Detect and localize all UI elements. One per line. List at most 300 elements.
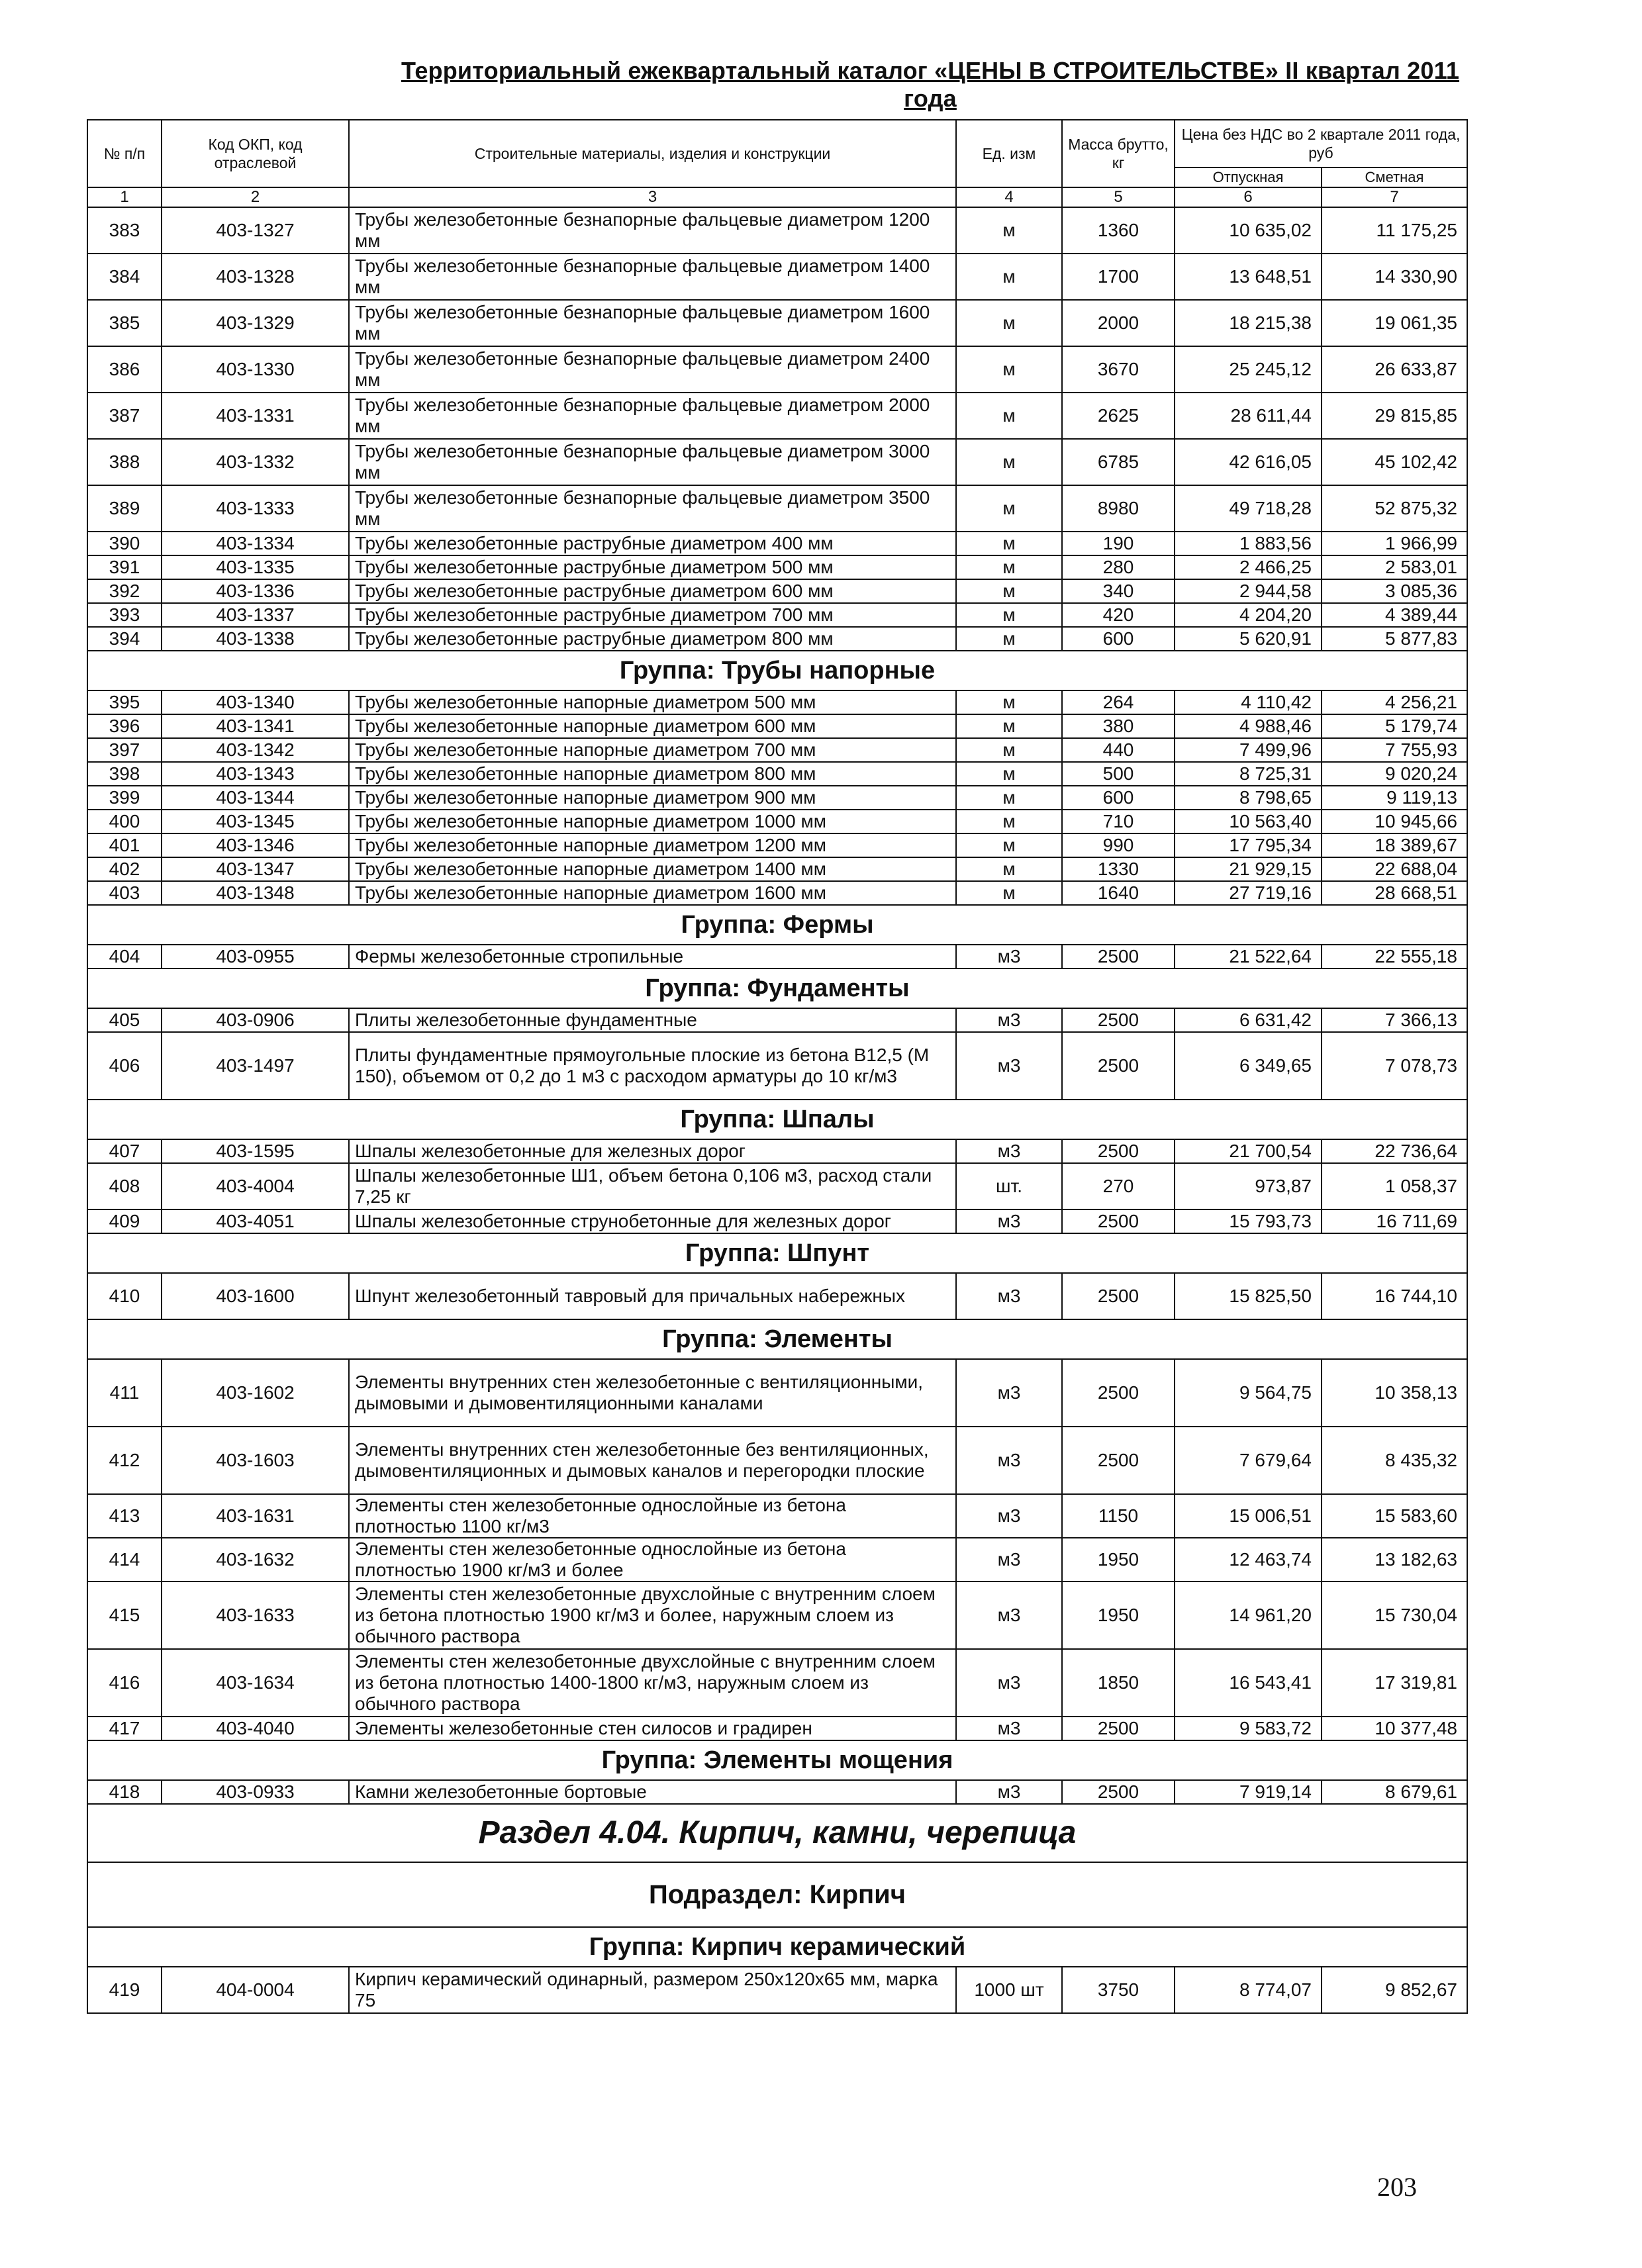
- group-row: [87, 1740, 1467, 1780]
- cell-price-estimate: 1 966,99: [1322, 532, 1467, 555]
- table-row: [87, 1139, 1467, 1163]
- table-row: [87, 690, 1467, 714]
- cell-num: 383: [87, 207, 162, 254]
- cell-code: 403-1332: [162, 439, 349, 485]
- cell-price-estimate: 3 085,36: [1322, 579, 1467, 603]
- cell-unit: м: [956, 857, 1062, 881]
- table-row: [87, 1209, 1467, 1233]
- cell-name: Трубы железобетонные безнапорные фальцевые диаметром 2400 мм: [349, 346, 956, 393]
- cell-mass: 6785: [1062, 439, 1175, 485]
- cell-price-estimate: 9 119,13: [1322, 786, 1467, 810]
- cell-unit: м: [956, 439, 1062, 485]
- cell-name: Трубы железобетонные безнапорные фальцевые диаметром 1600 мм: [349, 300, 956, 346]
- cell-unit: м: [956, 254, 1062, 300]
- cell-price-release: 15 793,73: [1175, 1209, 1322, 1233]
- table-row: [87, 881, 1467, 905]
- cell-name: Элементы стен железобетонные однослойные из бетона плотностью 1100 кг/м3: [349, 1494, 956, 1538]
- cell-num: 400: [87, 810, 162, 833]
- cell-unit: м3: [956, 1780, 1062, 1804]
- cell-num: 392: [87, 579, 162, 603]
- cell-code: 403-1631: [162, 1494, 349, 1538]
- cell-price-estimate: 13 182,63: [1322, 1538, 1467, 1582]
- cell-unit: м3: [956, 1582, 1062, 1649]
- cell-num: 395: [87, 690, 162, 714]
- cell-name: Трубы железобетонные напорные диаметром 600 мм: [349, 714, 956, 738]
- cell-name: Трубы железобетонные напорные диаметром 700 мм: [349, 738, 956, 762]
- cell-name: Элементы стен железобетонные двухслойные с внутренним слоем из бетона плотностью 1400-1800 кг/м3, наружным слоем из обычного раствора: [349, 1649, 956, 1717]
- section-row: [87, 1804, 1467, 1862]
- table-row: [87, 1967, 1467, 2013]
- col-header-mass: Масса брутто, кг: [1062, 120, 1175, 187]
- cell-price-release: 12 463,74: [1175, 1538, 1322, 1582]
- table-row: [87, 1649, 1467, 1717]
- group-title: Группа: Элементы: [87, 1319, 1467, 1359]
- group-title: Группа: Шпунт: [87, 1233, 1467, 1273]
- cell-price-estimate: 45 102,42: [1322, 439, 1467, 485]
- cell-name: Трубы железобетонные напорные диаметром 800 мм: [349, 762, 956, 786]
- group-title: Группа: Элементы мощения: [87, 1740, 1467, 1780]
- cell-mass: 1360: [1062, 207, 1175, 254]
- cell-mass: 280: [1062, 555, 1175, 579]
- cell-unit: м: [956, 833, 1062, 857]
- table-row: [87, 1582, 1467, 1649]
- cell-price-release: 4 110,42: [1175, 690, 1322, 714]
- table-row: [87, 810, 1467, 833]
- cell-price-estimate: 10 945,66: [1322, 810, 1467, 833]
- cell-mass: 1950: [1062, 1582, 1175, 1649]
- cell-code: 403-0955: [162, 945, 349, 969]
- cell-unit: м: [956, 714, 1062, 738]
- col-header-release: Отпускная: [1175, 167, 1322, 187]
- subsection-row: [87, 1862, 1467, 1927]
- cell-name: Трубы железобетонные напорные диаметром 500 мм: [349, 690, 956, 714]
- cell-code: 403-0933: [162, 1780, 349, 1804]
- cell-price-release: 6 631,42: [1175, 1008, 1322, 1032]
- cell-mass: 420: [1062, 603, 1175, 627]
- cell-name: Шпалы железобетонные для железных дорог: [349, 1139, 956, 1163]
- table-row: [87, 945, 1467, 969]
- cell-price-release: 4 988,46: [1175, 714, 1322, 738]
- price-table-wrap: [87, 119, 1467, 2014]
- cell-code: 403-1600: [162, 1273, 349, 1319]
- cell-unit: м: [956, 786, 1062, 810]
- group-row: [87, 969, 1467, 1008]
- cell-code: 403-1497: [162, 1032, 349, 1100]
- cell-code: 403-1344: [162, 786, 349, 810]
- table-row: [87, 603, 1467, 627]
- cell-name: Трубы железобетонные безнапорные фальцевые диаметром 3000 мм: [349, 439, 956, 485]
- page-title: Территориальный ежеквартальный каталог «ЦЕНЫ В СТРОИТЕЛЬСТВЕ» II квартал 2011 года: [401, 57, 1460, 112]
- table-row: [87, 532, 1467, 555]
- cell-unit: м3: [956, 1008, 1062, 1032]
- cell-num: 396: [87, 714, 162, 738]
- cell-mass: 2500: [1062, 1273, 1175, 1319]
- cell-unit: м3: [956, 1427, 1062, 1494]
- column-index: 2: [162, 187, 349, 207]
- cell-num: 399: [87, 786, 162, 810]
- table-row: [87, 1780, 1467, 1804]
- column-index: 5: [1062, 187, 1175, 207]
- cell-num: 413: [87, 1494, 162, 1538]
- cell-name: Трубы железобетонные раструбные диаметром 400 мм: [349, 532, 956, 555]
- cell-price-release: 13 648,51: [1175, 254, 1322, 300]
- cell-unit: м3: [956, 1139, 1062, 1163]
- cell-mass: 270: [1062, 1163, 1175, 1209]
- cell-unit: м3: [956, 1359, 1062, 1427]
- cell-num: 386: [87, 346, 162, 393]
- cell-price-release: 49 718,28: [1175, 485, 1322, 532]
- col-header-code: Код ОКП, код отраслевой: [162, 120, 349, 187]
- cell-price-release: 5 620,91: [1175, 627, 1322, 651]
- cell-num: 414: [87, 1538, 162, 1582]
- cell-code: 403-1338: [162, 627, 349, 651]
- column-index-row: [87, 187, 1467, 207]
- cell-unit: 1000 шт: [956, 1967, 1062, 2013]
- cell-price-estimate: 9 852,67: [1322, 1967, 1467, 2013]
- cell-unit: м: [956, 579, 1062, 603]
- col-header-price: Цена без НДС во 2 квартале 2011 года, руб: [1175, 120, 1467, 167]
- cell-price-release: 8 798,65: [1175, 786, 1322, 810]
- cell-mass: 2000: [1062, 300, 1175, 346]
- cell-price-release: 7 919,14: [1175, 1780, 1322, 1804]
- cell-price-estimate: 8 679,61: [1322, 1780, 1467, 1804]
- cell-code: 403-1335: [162, 555, 349, 579]
- group-row: [87, 905, 1467, 945]
- cell-price-estimate: 9 020,24: [1322, 762, 1467, 786]
- table-row: [87, 579, 1467, 603]
- cell-unit: м: [956, 690, 1062, 714]
- cell-num: 410: [87, 1273, 162, 1319]
- cell-num: 419: [87, 1967, 162, 2013]
- table-row: [87, 1163, 1467, 1209]
- cell-num: 417: [87, 1717, 162, 1740]
- cell-num: 394: [87, 627, 162, 651]
- cell-code: 403-1327: [162, 207, 349, 254]
- price-table: [87, 119, 1468, 2014]
- cell-code: 403-4051: [162, 1209, 349, 1233]
- group-row: [87, 1100, 1467, 1139]
- table-row: [87, 207, 1467, 254]
- cell-price-estimate: 22 688,04: [1322, 857, 1467, 881]
- cell-price-release: 10 563,40: [1175, 810, 1322, 833]
- cell-unit: м: [956, 881, 1062, 905]
- section-title: Раздел 4.04. Кирпич, камни, черепица: [87, 1804, 1467, 1862]
- table-row: [87, 762, 1467, 786]
- cell-name: Трубы железобетонные напорные диаметром 1400 мм: [349, 857, 956, 881]
- cell-code: 403-4004: [162, 1163, 349, 1209]
- cell-num: 409: [87, 1209, 162, 1233]
- col-header-num: № п/п: [87, 120, 162, 187]
- cell-num: 418: [87, 1780, 162, 1804]
- cell-price-estimate: 15 730,04: [1322, 1582, 1467, 1649]
- cell-code: 403-1345: [162, 810, 349, 833]
- cell-num: 406: [87, 1032, 162, 1100]
- cell-price-estimate: 26 633,87: [1322, 346, 1467, 393]
- cell-name: Шпалы железобетонные струнобетонные для железных дорог: [349, 1209, 956, 1233]
- cell-code: 403-1334: [162, 532, 349, 555]
- col-header-name: Строительные материалы, изделия и конструкции: [349, 120, 956, 187]
- cell-price-release: 21 700,54: [1175, 1139, 1322, 1163]
- cell-price-release: 28 611,44: [1175, 393, 1322, 439]
- cell-code: 403-1330: [162, 346, 349, 393]
- cell-code: 403-1595: [162, 1139, 349, 1163]
- cell-price-estimate: 5 877,83: [1322, 627, 1467, 651]
- cell-price-release: 7 679,64: [1175, 1427, 1322, 1494]
- cell-num: 398: [87, 762, 162, 786]
- cell-price-release: 973,87: [1175, 1163, 1322, 1209]
- cell-name: Трубы железобетонные напорные диаметром 900 мм: [349, 786, 956, 810]
- cell-code: 403-1340: [162, 690, 349, 714]
- cell-price-release: 18 215,38: [1175, 300, 1322, 346]
- cell-name: Камни железобетонные бортовые: [349, 1780, 956, 1804]
- cell-num: 403: [87, 881, 162, 905]
- cell-mass: 1330: [1062, 857, 1175, 881]
- column-index: 7: [1322, 187, 1467, 207]
- cell-name: Плиты железобетонные фундаментные: [349, 1008, 956, 1032]
- cell-mass: 190: [1062, 532, 1175, 555]
- cell-code: 403-4040: [162, 1717, 349, 1740]
- cell-mass: 2625: [1062, 393, 1175, 439]
- cell-mass: 2500: [1062, 1139, 1175, 1163]
- cell-price-estimate: 11 175,25: [1322, 207, 1467, 254]
- table-row: [87, 346, 1467, 393]
- cell-mass: 3750: [1062, 1967, 1175, 2013]
- cell-name: Трубы железобетонные раструбные диаметром 800 мм: [349, 627, 956, 651]
- cell-price-release: 1 883,56: [1175, 532, 1322, 555]
- cell-price-estimate: 16 711,69: [1322, 1209, 1467, 1233]
- cell-mass: 990: [1062, 833, 1175, 857]
- cell-price-release: 17 795,34: [1175, 833, 1322, 857]
- table-row: [87, 1717, 1467, 1740]
- cell-mass: 2500: [1062, 1427, 1175, 1494]
- cell-code: 403-1632: [162, 1538, 349, 1582]
- cell-code: 403-1342: [162, 738, 349, 762]
- col-header-unit: Ед. изм: [956, 120, 1062, 187]
- cell-unit: м: [956, 300, 1062, 346]
- cell-mass: 340: [1062, 579, 1175, 603]
- cell-code: 403-1328: [162, 254, 349, 300]
- cell-price-estimate: 18 389,67: [1322, 833, 1467, 857]
- group-row: [87, 1233, 1467, 1273]
- cell-mass: 500: [1062, 762, 1175, 786]
- cell-name: Элементы внутренних стен железобетонные с вентиляционными, дымовыми и дымовентиляционными каналами: [349, 1359, 956, 1427]
- cell-name: Трубы железобетонные раструбные диаметром 500 мм: [349, 555, 956, 579]
- cell-num: 397: [87, 738, 162, 762]
- cell-unit: м: [956, 810, 1062, 833]
- cell-mass: 2500: [1062, 945, 1175, 969]
- cell-price-estimate: 10 377,48: [1322, 1717, 1467, 1740]
- table-row: [87, 300, 1467, 346]
- table-row: [87, 439, 1467, 485]
- column-index: 4: [956, 187, 1062, 207]
- table-row: [87, 393, 1467, 439]
- column-index: 1: [87, 187, 162, 207]
- cell-price-release: 8 725,31: [1175, 762, 1322, 786]
- cell-code: 403-1343: [162, 762, 349, 786]
- cell-mass: 1150: [1062, 1494, 1175, 1538]
- cell-price-release: 6 349,65: [1175, 1032, 1322, 1100]
- cell-price-estimate: 19 061,35: [1322, 300, 1467, 346]
- cell-name: Шпалы железобетонные Ш1, объем бетона 0,106 м3, расход стали 7,25 кг: [349, 1163, 956, 1209]
- cell-code: 403-1347: [162, 857, 349, 881]
- cell-num: 405: [87, 1008, 162, 1032]
- cell-num: 388: [87, 439, 162, 485]
- cell-price-estimate: 14 330,90: [1322, 254, 1467, 300]
- cell-mass: 2500: [1062, 1209, 1175, 1233]
- cell-price-estimate: 7 078,73: [1322, 1032, 1467, 1100]
- cell-unit: м3: [956, 1538, 1062, 1582]
- cell-code: 404-0004: [162, 1967, 349, 2013]
- cell-price-estimate: 8 435,32: [1322, 1427, 1467, 1494]
- cell-price-release: 27 719,16: [1175, 881, 1322, 905]
- cell-mass: 600: [1062, 786, 1175, 810]
- cell-unit: м: [956, 393, 1062, 439]
- cell-name: Трубы железобетонные безнапорные фальцевые диаметром 2000 мм: [349, 393, 956, 439]
- cell-price-release: 7 499,96: [1175, 738, 1322, 762]
- cell-code: 403-1333: [162, 485, 349, 532]
- table-row: [87, 1008, 1467, 1032]
- cell-num: 415: [87, 1582, 162, 1649]
- cell-num: 387: [87, 393, 162, 439]
- cell-num: 416: [87, 1649, 162, 1717]
- cell-unit: шт.: [956, 1163, 1062, 1209]
- rows-nonpressure-pipes: [87, 207, 1467, 651]
- cell-price-estimate: 52 875,32: [1322, 485, 1467, 532]
- cell-code: 403-1633: [162, 1582, 349, 1649]
- cell-unit: м: [956, 207, 1062, 254]
- table-row: [87, 1494, 1467, 1538]
- cell-code: 403-1341: [162, 714, 349, 738]
- cell-name: Трубы железобетонные раструбные диаметром 600 мм: [349, 579, 956, 603]
- group-title: Группа: Кирпич керамический: [87, 1927, 1467, 1967]
- cell-price-estimate: 2 583,01: [1322, 555, 1467, 579]
- cell-name: Шпунт железобетонный тавровый для причальных набережных: [349, 1273, 956, 1319]
- cell-num: 411: [87, 1359, 162, 1427]
- table-row: [87, 627, 1467, 651]
- table-row: [87, 485, 1467, 532]
- cell-mass: 1850: [1062, 1649, 1175, 1717]
- table-row: [87, 714, 1467, 738]
- col-header-estimate: Сметная: [1322, 167, 1467, 187]
- table-row: [87, 1538, 1467, 1582]
- cell-price-release: 4 204,20: [1175, 603, 1322, 627]
- column-index: 6: [1175, 187, 1322, 207]
- cell-mass: 264: [1062, 690, 1175, 714]
- cell-price-release: 15 825,50: [1175, 1273, 1322, 1319]
- cell-price-release: 16 543,41: [1175, 1649, 1322, 1717]
- cell-price-estimate: 22 555,18: [1322, 945, 1467, 969]
- cell-code: 403-0906: [162, 1008, 349, 1032]
- group-row: [87, 651, 1467, 690]
- cell-unit: м3: [956, 1649, 1062, 1717]
- group-title: Группа: Трубы напорные: [87, 651, 1467, 690]
- cell-unit: м3: [956, 1273, 1062, 1319]
- table-row: [87, 555, 1467, 579]
- cell-unit: м3: [956, 1494, 1062, 1538]
- cell-mass: 1640: [1062, 881, 1175, 905]
- cell-price-release: 9 583,72: [1175, 1717, 1322, 1740]
- cell-price-estimate: 4 256,21: [1322, 690, 1467, 714]
- table-row: [87, 857, 1467, 881]
- cell-num: 408: [87, 1163, 162, 1209]
- cell-mass: 3670: [1062, 346, 1175, 393]
- cell-price-estimate: 1 058,37: [1322, 1163, 1467, 1209]
- cell-mass: 440: [1062, 738, 1175, 762]
- cell-name: Кирпич керамический одинарный, размером 250х120х65 мм, марка 75: [349, 1967, 956, 2013]
- cell-price-release: 15 006,51: [1175, 1494, 1322, 1538]
- cell-price-release: 10 635,02: [1175, 207, 1322, 254]
- cell-mass: 2500: [1062, 1359, 1175, 1427]
- cell-mass: 2500: [1062, 1008, 1175, 1032]
- cell-num: 390: [87, 532, 162, 555]
- cell-price-release: 9 564,75: [1175, 1359, 1322, 1427]
- cell-price-estimate: 22 736,64: [1322, 1139, 1467, 1163]
- cell-unit: м3: [956, 1717, 1062, 1740]
- cell-price-estimate: 10 358,13: [1322, 1359, 1467, 1427]
- cell-code: 403-1329: [162, 300, 349, 346]
- cell-num: 404: [87, 945, 162, 969]
- cell-name: Трубы железобетонные напорные диаметром 1000 мм: [349, 810, 956, 833]
- rows-pressure-pipes: [87, 690, 1467, 905]
- table-row: [87, 738, 1467, 762]
- cell-unit: м3: [956, 1032, 1062, 1100]
- cell-price-release: 14 961,20: [1175, 1582, 1322, 1649]
- cell-unit: м: [956, 738, 1062, 762]
- cell-price-estimate: 7 755,93: [1322, 738, 1467, 762]
- cell-name: Элементы стен железобетонные двухслойные с внутренним слоем из бетона плотностью 1900 кг/м3 и более, наружным слоем из обычного раствора: [349, 1582, 956, 1649]
- cell-name: Элементы внутренних стен железобетонные без вентиляционных, дымовентиляционных и дымовых каналов и перегородки плоские: [349, 1427, 956, 1494]
- cell-price-release: 2 466,25: [1175, 555, 1322, 579]
- cell-mass: 1950: [1062, 1538, 1175, 1582]
- cell-num: 389: [87, 485, 162, 532]
- cell-price-estimate: 7 366,13: [1322, 1008, 1467, 1032]
- cell-price-estimate: 29 815,85: [1322, 393, 1467, 439]
- cell-name: Трубы железобетонные напорные диаметром 1600 мм: [349, 881, 956, 905]
- cell-num: 402: [87, 857, 162, 881]
- cell-name: Элементы стен железобетонные однослойные из бетона плотностью 1900 кг/м3 и более: [349, 1538, 956, 1582]
- cell-price-release: 25 245,12: [1175, 346, 1322, 393]
- cell-unit: м: [956, 762, 1062, 786]
- cell-name: Трубы железобетонные безнапорные фальцевые диаметром 1200 мм: [349, 207, 956, 254]
- table-row: [87, 833, 1467, 857]
- group-title: Группа: Фермы: [87, 905, 1467, 945]
- cell-code: 403-1331: [162, 393, 349, 439]
- table-row: [87, 1032, 1467, 1100]
- group-row: [87, 1319, 1467, 1359]
- cell-code: 403-1337: [162, 603, 349, 627]
- group-title: Группа: Фундаменты: [87, 969, 1467, 1008]
- cell-unit: м: [956, 555, 1062, 579]
- cell-mass: 2500: [1062, 1717, 1175, 1740]
- cell-num: 401: [87, 833, 162, 857]
- cell-price-estimate: 28 668,51: [1322, 881, 1467, 905]
- cell-unit: м3: [956, 945, 1062, 969]
- table-row: [87, 1359, 1467, 1427]
- cell-price-release: 21 522,64: [1175, 945, 1322, 969]
- cell-code: 403-1346: [162, 833, 349, 857]
- cell-code: 403-1603: [162, 1427, 349, 1494]
- cell-mass: 2500: [1062, 1780, 1175, 1804]
- cell-unit: м: [956, 532, 1062, 555]
- cell-name: Трубы железобетонные безнапорные фальцевые диаметром 3500 мм: [349, 485, 956, 532]
- column-index: 3: [349, 187, 956, 207]
- cell-code: 403-1602: [162, 1359, 349, 1427]
- cell-name: Трубы железобетонные напорные диаметром 1200 мм: [349, 833, 956, 857]
- rows-elements: [87, 1359, 1467, 1740]
- cell-name: Элементы железобетонные стен силосов и градирен: [349, 1717, 956, 1740]
- cell-mass: 380: [1062, 714, 1175, 738]
- table-row: [87, 1427, 1467, 1494]
